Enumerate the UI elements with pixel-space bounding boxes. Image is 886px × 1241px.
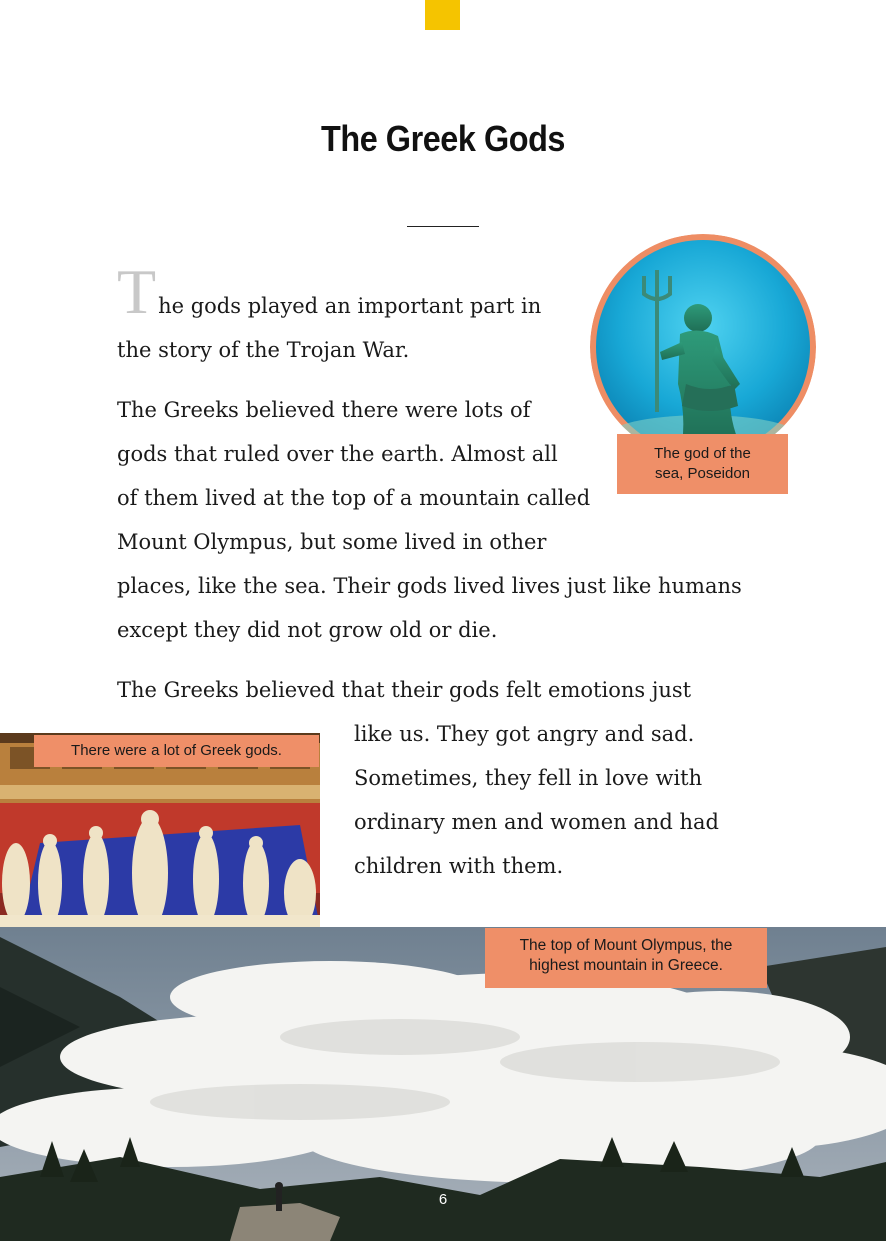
text-line: of them lived at the top of a mountain called bbox=[117, 486, 591, 510]
text-line: Sometimes, they fell in love with bbox=[354, 766, 703, 790]
page-number: 6 bbox=[438, 1191, 448, 1208]
paragraph-intro bbox=[117, 256, 577, 372]
caption-line: highest mountain in Greece. bbox=[529, 957, 723, 974]
text-line: except they did not grow old or die. bbox=[117, 618, 498, 642]
text-line: ordinary men and women and had bbox=[354, 810, 719, 834]
section-tab bbox=[425, 0, 460, 30]
text-line: The Greeks believed there were lots of bbox=[117, 398, 531, 422]
text-line: gods that ruled over the earth. Almost all bbox=[117, 442, 558, 466]
page-title: The Greek Gods bbox=[321, 118, 565, 159]
text-line: The Greeks believed that their gods felt emotions just bbox=[117, 678, 692, 702]
caption-mount-olympus bbox=[485, 928, 767, 988]
text-line: places, like the sea. Their gods lived lives just like humans bbox=[117, 574, 742, 598]
caption-line: The top of Mount Olympus, the bbox=[519, 937, 733, 954]
title-divider bbox=[407, 226, 479, 227]
caption-line: sea, Poseidon bbox=[654, 465, 751, 482]
caption-line: The god of the bbox=[654, 445, 751, 462]
text-line: Mount Olympus, but some lived in other bbox=[117, 530, 547, 554]
text-line: children with them. bbox=[354, 854, 564, 878]
poseidon-photo bbox=[590, 234, 816, 460]
caption-poseidon bbox=[617, 434, 788, 494]
caption-greek-gods: There were a lot of Greek gods. bbox=[34, 735, 319, 767]
text-line: like us. They got angry and sad. bbox=[354, 722, 695, 746]
paragraph-emotions bbox=[117, 668, 757, 712]
drop-cap: T bbox=[117, 256, 157, 327]
paragraph-emotions-cont bbox=[354, 712, 774, 888]
intro-line: the story of the Trojan War. bbox=[117, 338, 410, 362]
intro-line: he gods played an important part in bbox=[158, 294, 542, 318]
poseidon-illustration bbox=[590, 234, 816, 460]
